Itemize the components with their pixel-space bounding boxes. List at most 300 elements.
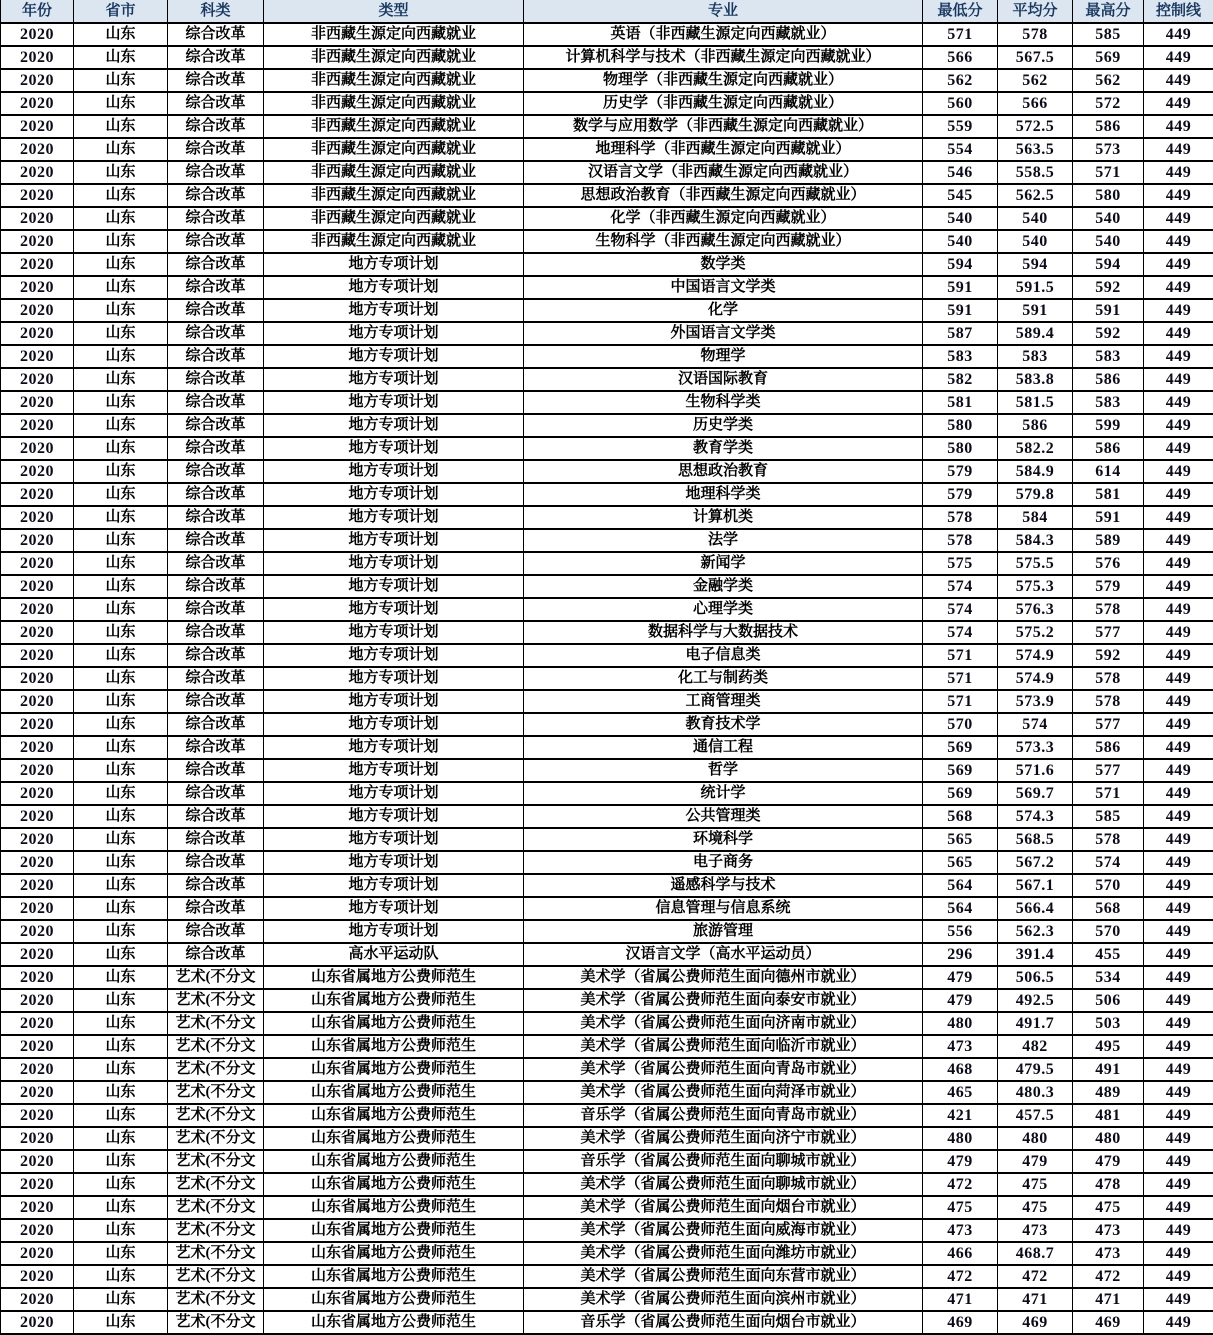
cell-avg-score: 469 [998,1311,1073,1334]
cell-min-score: 569 [923,759,998,782]
cell-avg-score: 475 [998,1196,1073,1219]
cell-province: 山东 [74,736,168,759]
cell-year: 2020 [1,138,74,161]
table-row [1,621,1213,644]
cell-type: 山东省属地方公费师范生 [264,1035,524,1058]
cell-avg-score: 480 [998,1127,1073,1150]
cell-subject-category: 综合改革 [168,161,264,184]
cell-major: 金融学类 [524,575,923,598]
cell-control-line: 449 [1144,805,1213,828]
cell-major: 外国语言文学类 [524,322,923,345]
cell-type: 非西藏生源定向西藏就业 [264,161,524,184]
cell-type: 地方专项计划 [264,690,524,713]
cell-type: 地方专项计划 [264,644,524,667]
cell-max-score: 534 [1073,966,1144,989]
table-row [1,115,1213,138]
cell-province: 山东 [74,1219,168,1242]
cell-major: 美术学（省属公费师范生面向临沂市就业） [524,1035,923,1058]
cell-min-score: 571 [923,667,998,690]
cell-type: 地方专项计划 [264,483,524,506]
table-row [1,483,1213,506]
cell-subject-category: 综合改革 [168,690,264,713]
cell-type: 山东省属地方公费师范生 [264,1127,524,1150]
cell-major: 计算机科学与技术（非西藏生源定向西藏就业） [524,46,923,69]
cell-year: 2020 [1,23,74,46]
table-row [1,736,1213,759]
cell-year: 2020 [1,46,74,69]
table-row [1,1196,1213,1219]
cell-year: 2020 [1,1081,74,1104]
cell-type: 地方专项计划 [264,828,524,851]
cell-subject-category: 艺术(不分文 [168,1150,264,1173]
cell-subject-category: 综合改革 [168,552,264,575]
cell-year: 2020 [1,299,74,322]
cell-major: 遥感科学与技术 [524,874,923,897]
table-row [1,92,1213,115]
cell-control-line: 449 [1144,621,1213,644]
cell-avg-score: 573.3 [998,736,1073,759]
cell-major: 音乐学（省属公费师范生面向青岛市就业） [524,1104,923,1127]
cell-control-line: 449 [1144,1196,1213,1219]
cell-min-score: 480 [923,1127,998,1150]
column-header-avg-score: 平均分 [998,0,1073,23]
cell-subject-category: 艺术(不分文 [168,1219,264,1242]
cell-year: 2020 [1,115,74,138]
cell-major: 电子商务 [524,851,923,874]
cell-avg-score: 563.5 [998,138,1073,161]
cell-control-line: 449 [1144,506,1213,529]
cell-subject-category: 综合改革 [168,460,264,483]
cell-type: 地方专项计划 [264,506,524,529]
table-row [1,1104,1213,1127]
cell-avg-score: 572.5 [998,115,1073,138]
cell-avg-score: 506.5 [998,966,1073,989]
cell-control-line: 449 [1144,138,1213,161]
cell-type: 山东省属地方公费师范生 [264,1265,524,1288]
cell-avg-score: 582.2 [998,437,1073,460]
cell-subject-category: 综合改革 [168,184,264,207]
cell-type: 地方专项计划 [264,805,524,828]
cell-year: 2020 [1,92,74,115]
cell-min-score: 475 [923,1196,998,1219]
cell-subject-category: 综合改革 [168,575,264,598]
cell-subject-category: 艺术(不分文 [168,1035,264,1058]
table-row [1,552,1213,575]
table-row [1,1219,1213,1242]
cell-avg-score: 566 [998,92,1073,115]
table-row [1,1242,1213,1265]
cell-min-score: 556 [923,920,998,943]
cell-max-score: 576 [1073,552,1144,575]
cell-year: 2020 [1,897,74,920]
cell-min-score: 583 [923,345,998,368]
cell-province: 山东 [74,506,168,529]
table-row [1,207,1213,230]
cell-province: 山东 [74,667,168,690]
cell-subject-category: 综合改革 [168,874,264,897]
cell-year: 2020 [1,161,74,184]
cell-type: 高水平运动队 [264,943,524,966]
cell-subject-category: 艺术(不分文 [168,1081,264,1104]
cell-subject-category: 综合改革 [168,529,264,552]
cell-province: 山东 [74,989,168,1012]
cell-subject-category: 艺术(不分文 [168,1104,264,1127]
cell-subject-category: 艺术(不分文 [168,1196,264,1219]
cell-year: 2020 [1,1219,74,1242]
cell-max-score: 480 [1073,1127,1144,1150]
cell-max-score: 571 [1073,161,1144,184]
cell-year: 2020 [1,759,74,782]
cell-min-score: 580 [923,437,998,460]
cell-province: 山东 [74,874,168,897]
cell-avg-score: 457.5 [998,1104,1073,1127]
table-row [1,920,1213,943]
cell-control-line: 449 [1144,1242,1213,1265]
cell-control-line: 449 [1144,161,1213,184]
cell-type: 地方专项计划 [264,851,524,874]
cell-year: 2020 [1,1173,74,1196]
cell-avg-score: 571.6 [998,759,1073,782]
cell-year: 2020 [1,529,74,552]
cell-major: 思想政治教育（非西藏生源定向西藏就业） [524,184,923,207]
cell-year: 2020 [1,713,74,736]
table-row [1,1058,1213,1081]
cell-type: 非西藏生源定向西藏就业 [264,23,524,46]
cell-type: 地方专项计划 [264,414,524,437]
cell-major: 物理学（非西藏生源定向西藏就业） [524,69,923,92]
cell-major: 公共管理类 [524,805,923,828]
cell-control-line: 449 [1144,345,1213,368]
cell-subject-category: 综合改革 [168,621,264,644]
cell-control-line: 449 [1144,943,1213,966]
cell-type: 山东省属地方公费师范生 [264,1219,524,1242]
cell-control-line: 449 [1144,207,1213,230]
cell-control-line: 449 [1144,874,1213,897]
cell-avg-score: 584 [998,506,1073,529]
cell-major: 地理科学类 [524,483,923,506]
cell-major: 美术学（省属公费师范生面向青岛市就业） [524,1058,923,1081]
cell-min-score: 582 [923,368,998,391]
cell-major: 教育学类 [524,437,923,460]
cell-subject-category: 艺术(不分文 [168,1012,264,1035]
cell-max-score: 573 [1073,138,1144,161]
cell-major: 法学 [524,529,923,552]
table-row [1,713,1213,736]
cell-avg-score: 540 [998,207,1073,230]
cell-max-score: 578 [1073,667,1144,690]
cell-type: 山东省属地方公费师范生 [264,1173,524,1196]
cell-subject-category: 综合改革 [168,759,264,782]
cell-province: 山东 [74,621,168,644]
cell-type: 地方专项计划 [264,368,524,391]
cell-control-line: 449 [1144,1058,1213,1081]
cell-province: 山东 [74,345,168,368]
cell-control-line: 449 [1144,184,1213,207]
cell-subject-category: 综合改革 [168,851,264,874]
cell-year: 2020 [1,391,74,414]
cell-min-score: 587 [923,322,998,345]
cell-max-score: 473 [1073,1219,1144,1242]
cell-avg-score: 492.5 [998,989,1073,1012]
cell-province: 山东 [74,575,168,598]
cell-min-score: 479 [923,966,998,989]
cell-year: 2020 [1,1127,74,1150]
cell-control-line: 449 [1144,92,1213,115]
cell-min-score: 465 [923,1081,998,1104]
table-row [1,828,1213,851]
cell-control-line: 449 [1144,253,1213,276]
table-row [1,437,1213,460]
table-row [1,1127,1213,1150]
cell-control-line: 449 [1144,1173,1213,1196]
cell-max-score: 471 [1073,1288,1144,1311]
cell-type: 非西藏生源定向西藏就业 [264,46,524,69]
cell-min-score: 466 [923,1242,998,1265]
cell-min-score: 554 [923,138,998,161]
table-row [1,667,1213,690]
cell-min-score: 594 [923,253,998,276]
cell-province: 山东 [74,805,168,828]
cell-major: 生物科学类 [524,391,923,414]
cell-max-score: 580 [1073,184,1144,207]
table-row [1,989,1213,1012]
cell-max-score: 577 [1073,621,1144,644]
cell-type: 非西藏生源定向西藏就业 [264,184,524,207]
cell-min-score: 569 [923,736,998,759]
cell-type: 地方专项计划 [264,667,524,690]
cell-control-line: 449 [1144,598,1213,621]
cell-control-line: 449 [1144,575,1213,598]
table-row [1,322,1213,345]
cell-province: 山东 [74,115,168,138]
cell-type: 地方专项计划 [264,460,524,483]
cell-control-line: 449 [1144,897,1213,920]
cell-year: 2020 [1,782,74,805]
table-row [1,23,1213,46]
cell-min-score: 578 [923,506,998,529]
cell-province: 山东 [74,299,168,322]
cell-major: 音乐学（省属公费师范生面向烟台市就业） [524,1311,923,1334]
cell-subject-category: 综合改革 [168,368,264,391]
cell-type: 地方专项计划 [264,874,524,897]
column-header-min-score: 最低分 [923,0,998,23]
cell-min-score: 564 [923,874,998,897]
cell-max-score: 578 [1073,828,1144,851]
cell-min-score: 574 [923,598,998,621]
cell-province: 山东 [74,46,168,69]
cell-subject-category: 艺术(不分文 [168,1265,264,1288]
cell-min-score: 579 [923,483,998,506]
cell-subject-category: 艺术(不分文 [168,1242,264,1265]
cell-year: 2020 [1,1012,74,1035]
cell-province: 山东 [74,414,168,437]
cell-province: 山东 [74,230,168,253]
cell-control-line: 449 [1144,667,1213,690]
cell-subject-category: 综合改革 [168,667,264,690]
table-row [1,759,1213,782]
cell-min-score: 565 [923,828,998,851]
cell-type: 山东省属地方公费师范生 [264,1311,524,1334]
cell-min-score: 545 [923,184,998,207]
cell-year: 2020 [1,920,74,943]
cell-type: 地方专项计划 [264,529,524,552]
cell-type: 地方专项计划 [264,276,524,299]
cell-avg-score: 491.7 [998,1012,1073,1035]
cell-max-score: 570 [1073,874,1144,897]
cell-subject-category: 艺术(不分文 [168,1127,264,1150]
cell-max-score: 570 [1073,920,1144,943]
cell-subject-category: 综合改革 [168,115,264,138]
cell-max-score: 591 [1073,299,1144,322]
cell-year: 2020 [1,805,74,828]
cell-avg-score: 586 [998,414,1073,437]
cell-major: 思想政治教育 [524,460,923,483]
cell-major: 化学（非西藏生源定向西藏就业） [524,207,923,230]
cell-province: 山东 [74,1173,168,1196]
cell-subject-category: 艺术(不分文 [168,1288,264,1311]
cell-min-score: 562 [923,69,998,92]
cell-min-score: 574 [923,575,998,598]
cell-max-score: 571 [1073,782,1144,805]
cell-control-line: 449 [1144,644,1213,667]
cell-avg-score: 566.4 [998,897,1073,920]
cell-major: 美术学（省属公费师范生面向聊城市就业） [524,1173,923,1196]
cell-province: 山东 [74,1311,168,1334]
cell-province: 山东 [74,460,168,483]
cell-min-score: 421 [923,1104,998,1127]
cell-subject-category: 综合改革 [168,920,264,943]
cell-min-score: 296 [923,943,998,966]
cell-type: 山东省属地方公费师范生 [264,966,524,989]
cell-subject-category: 综合改革 [168,138,264,161]
cell-avg-score: 584.9 [998,460,1073,483]
cell-subject-category: 综合改革 [168,644,264,667]
cell-subject-category: 综合改革 [168,736,264,759]
cell-control-line: 449 [1144,552,1213,575]
cell-avg-score: 567.1 [998,874,1073,897]
cell-year: 2020 [1,1058,74,1081]
cell-control-line: 449 [1144,46,1213,69]
cell-type: 山东省属地方公费师范生 [264,1058,524,1081]
cell-type: 地方专项计划 [264,920,524,943]
cell-control-line: 449 [1144,1012,1213,1035]
cell-type: 地方专项计划 [264,782,524,805]
cell-avg-score: 562.3 [998,920,1073,943]
cell-min-score: 571 [923,23,998,46]
cell-major: 地理科学（非西藏生源定向西藏就业） [524,138,923,161]
cell-max-score: 591 [1073,506,1144,529]
cell-control-line: 449 [1144,782,1213,805]
cell-year: 2020 [1,184,74,207]
cell-max-score: 478 [1073,1173,1144,1196]
table-row [1,1012,1213,1035]
cell-type: 地方专项计划 [264,736,524,759]
column-header-year: 年份 [1,0,74,23]
column-header-type: 类型 [264,0,524,23]
table-row [1,161,1213,184]
cell-province: 山东 [74,1242,168,1265]
column-header-subject-category: 科类 [168,0,264,23]
cell-province: 山东 [74,1058,168,1081]
column-header-control-line: 控制线 [1144,0,1213,23]
cell-subject-category: 综合改革 [168,506,264,529]
column-header-major: 专业 [524,0,923,23]
table-row [1,345,1213,368]
cell-province: 山东 [74,138,168,161]
table-row [1,138,1213,161]
cell-subject-category: 综合改革 [168,322,264,345]
cell-min-score: 473 [923,1219,998,1242]
cell-province: 山东 [74,322,168,345]
cell-major: 数据科学与大数据技术 [524,621,923,644]
cell-type: 地方专项计划 [264,713,524,736]
cell-min-score: 574 [923,621,998,644]
table-row [1,644,1213,667]
cell-subject-category: 综合改革 [168,46,264,69]
column-header-max-score: 最高分 [1073,0,1144,23]
cell-min-score: 540 [923,230,998,253]
cell-control-line: 449 [1144,115,1213,138]
cell-control-line: 449 [1144,368,1213,391]
cell-province: 山东 [74,276,168,299]
cell-avg-score: 567.5 [998,46,1073,69]
cell-major: 工商管理类 [524,690,923,713]
cell-subject-category: 艺术(不分文 [168,1058,264,1081]
cell-year: 2020 [1,828,74,851]
cell-province: 山东 [74,644,168,667]
cell-control-line: 449 [1144,966,1213,989]
cell-major: 化学 [524,299,923,322]
cell-avg-score: 391.4 [998,943,1073,966]
cell-subject-category: 综合改革 [168,276,264,299]
table-row [1,46,1213,69]
cell-province: 山东 [74,920,168,943]
cell-major: 美术学（省属公费师范生面向烟台市就业） [524,1196,923,1219]
cell-province: 山东 [74,368,168,391]
cell-province: 山东 [74,92,168,115]
cell-control-line: 449 [1144,1104,1213,1127]
cell-year: 2020 [1,437,74,460]
cell-year: 2020 [1,736,74,759]
cell-type: 非西藏生源定向西藏就业 [264,115,524,138]
cell-year: 2020 [1,1242,74,1265]
cell-avg-score: 574.3 [998,805,1073,828]
cell-year: 2020 [1,1196,74,1219]
cell-min-score: 469 [923,1311,998,1334]
cell-province: 山东 [74,1012,168,1035]
cell-max-score: 495 [1073,1035,1144,1058]
cell-control-line: 449 [1144,23,1213,46]
table-row [1,69,1213,92]
cell-max-score: 562 [1073,69,1144,92]
cell-subject-category: 综合改革 [168,805,264,828]
cell-province: 山东 [74,161,168,184]
cell-year: 2020 [1,207,74,230]
cell-avg-score: 567.2 [998,851,1073,874]
cell-type: 地方专项计划 [264,897,524,920]
cell-min-score: 575 [923,552,998,575]
cell-year: 2020 [1,621,74,644]
cell-major: 中国语言文学类 [524,276,923,299]
cell-max-score: 592 [1073,322,1144,345]
cell-control-line: 449 [1144,1288,1213,1311]
cell-max-score: 583 [1073,345,1144,368]
cell-year: 2020 [1,506,74,529]
cell-major: 音乐学（省属公费师范生面向聊城市就业） [524,1150,923,1173]
cell-max-score: 572 [1073,92,1144,115]
table-row [1,782,1213,805]
cell-min-score: 591 [923,299,998,322]
